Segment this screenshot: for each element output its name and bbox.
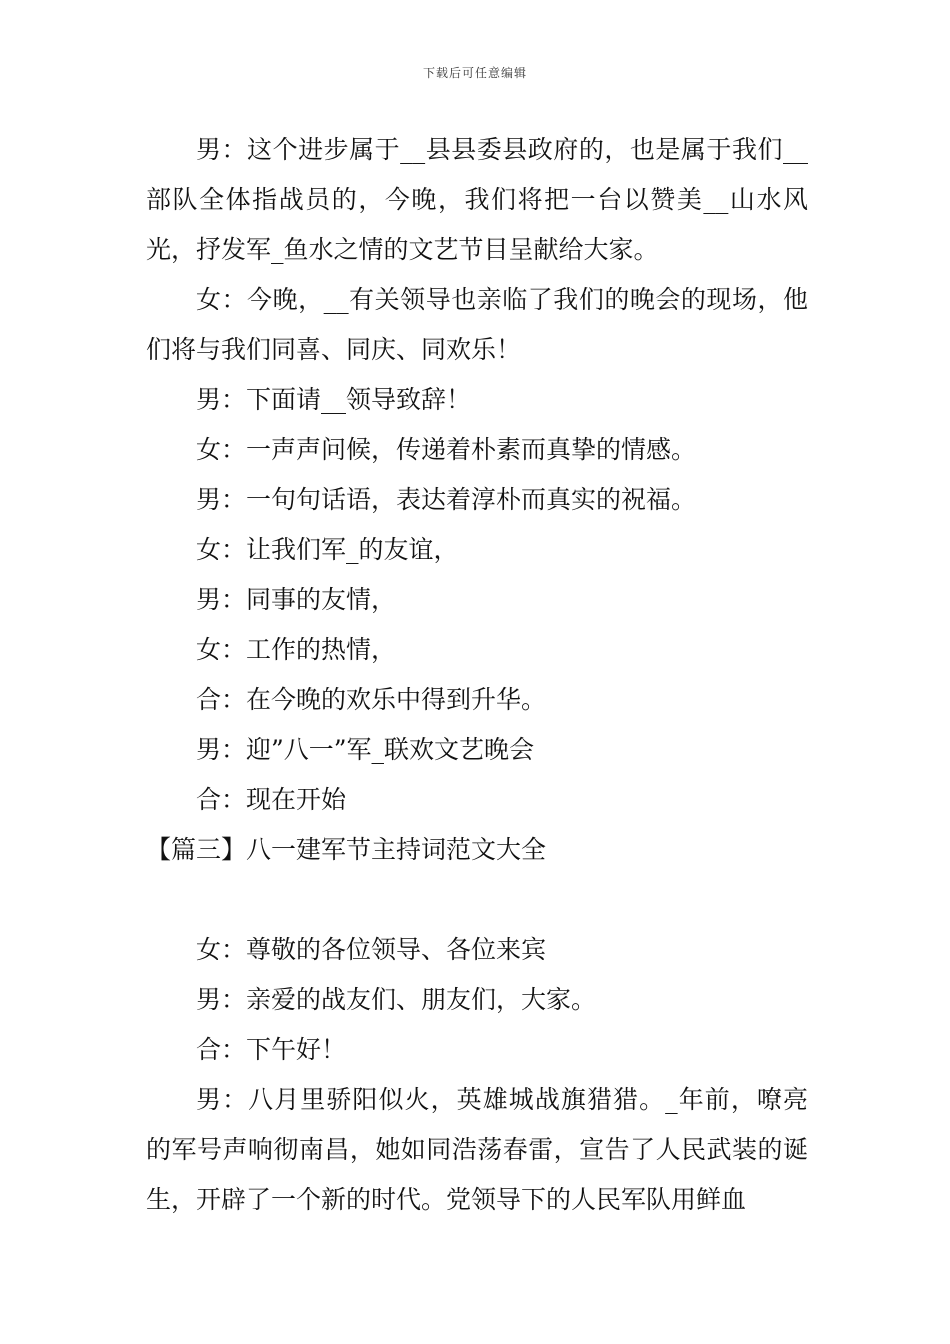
paragraph: 女：一声声问候，传递着朴素而真挚的情感。 [196, 435, 697, 464]
paragraph: 男：下面请__领导致辞！ [196, 385, 472, 414]
paragraph: 男：这个进步属于__县县委县政府的，也是属于我们__部队全体指战员的，今晚，我们将把一台以赞美__山水风光，抒发军_鱼水之情的文艺节目呈献给大家。 [146, 135, 808, 264]
paragraph: 合：下午好！ [196, 1035, 347, 1064]
page-header: 下载后可任意编辑 [422, 66, 527, 80]
paragraph: 女：尊敬的各位领导、各位来宾 [196, 935, 547, 964]
blank-line [146, 875, 808, 925]
paragraph: 男：亲爱的战友们、朋友们，大家。 [196, 985, 597, 1014]
paragraph: 男：迎”八一”军_联欢文艺晚会 [196, 735, 535, 764]
paragraph: 女：今晚，__有关领导也亲临了我们的晚会的现场，他们将与我们同喜、同庆、同欢乐！ [146, 285, 808, 364]
paragraph: 合：在今晚的欢乐中得到升华。 [196, 685, 547, 714]
paragraph: 男：同事的友情， [196, 585, 397, 614]
paragraph: 女：让我们军_的友谊， [196, 535, 459, 564]
document-body [146, 125, 808, 1225]
section-heading: 【篇三】八一建军节主持词范文大全 [146, 835, 547, 864]
paragraph: 女：工作的热情， [196, 635, 397, 664]
paragraph: 男：一句句话语，表达着淳朴而真实的祝福。 [196, 485, 697, 514]
paragraph: 合：现在开始 [196, 785, 347, 814]
paragraph: 男：八月里骄阳似火，英雄城战旗猎猎。_年前，嘹亮的军号声响彻南昌，她如同浩荡春雷，宣告了人民武装的诞生，开辟了一个新的时代。党领导下的人民军队用鲜血 [146, 1085, 808, 1214]
